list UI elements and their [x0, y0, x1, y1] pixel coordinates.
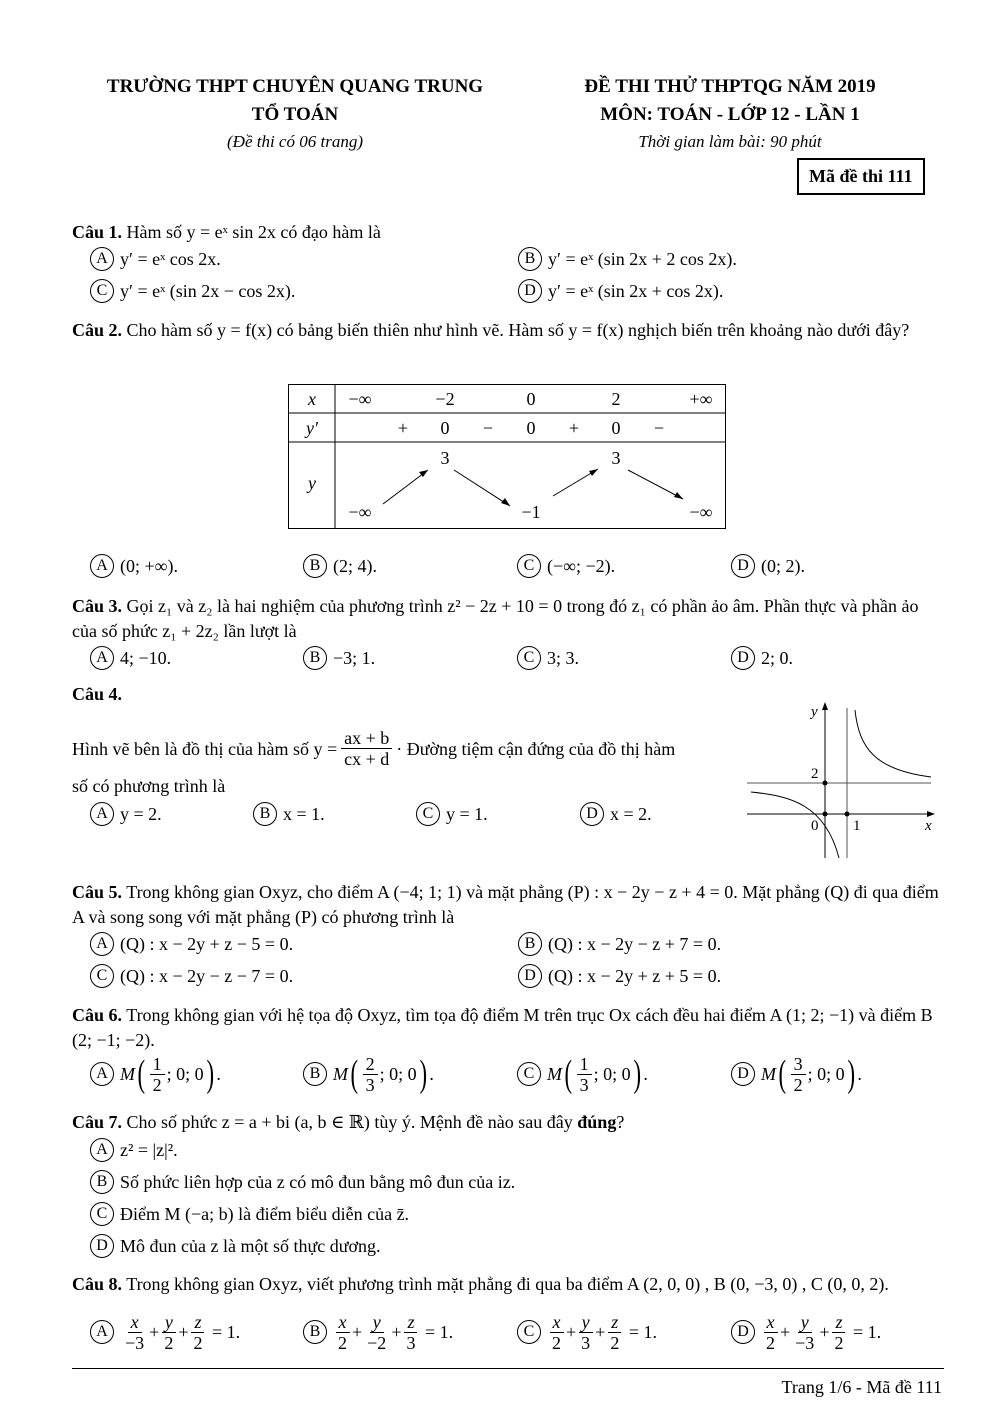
- graph-y-label: y: [811, 704, 818, 720]
- q6-option-d[interactable]: D M ( $\frac{3}{2}$ ; 0; 0 ) .: [731, 1052, 862, 1096]
- question-label: Câu 6.: [72, 1005, 123, 1025]
- vt-sign-6: −: [653, 418, 665, 438]
- fraction: $\frac{2}{3}$: [363, 1054, 378, 1095]
- page-footer: Trang 1/6 - Mã đề 111: [781, 1377, 942, 1397]
- question-text: Cho số phức z = a + bi (a, b ∈ ℝ) tùy ý. Mệnh đề nào sau đây: [126, 1112, 578, 1132]
- vt-yp-label: y′: [306, 418, 318, 438]
- option-letter: A: [90, 247, 114, 271]
- fraction: $\frac{1}{2}$: [150, 1054, 165, 1095]
- vt-x-label: x: [308, 389, 316, 409]
- option-letter: B: [303, 1062, 327, 1086]
- vt-y-bot-1: −1: [521, 502, 541, 522]
- question-6: [72, 1003, 944, 1053]
- q1-option-d[interactable]: [518, 278, 723, 304]
- option-text: Mô đun của z là một số thực dương.: [120, 1236, 381, 1256]
- question-label: Câu 2.: [72, 320, 123, 340]
- option-text: (Q) : x − 2y + z − 5 = 0.: [120, 934, 294, 954]
- question-label: Câu 1.: [72, 222, 123, 242]
- variation-table: [288, 384, 728, 530]
- point-name: M: [120, 1064, 135, 1084]
- graph-branch-left: [751, 792, 839, 858]
- footer-divider: [72, 1368, 944, 1369]
- option-text: y′ = eˣ cos 2x.: [120, 249, 221, 269]
- option-letter: A: [90, 1062, 114, 1086]
- question-text: · Đường tiệm cận đứng của đồ thị hàm: [396, 738, 676, 759]
- q1-option-b[interactable]: [518, 246, 737, 272]
- vt-sign-1: 0: [440, 418, 450, 438]
- option-text: (Q) : x − 2y + z + 5 = 0.: [548, 966, 722, 986]
- fraction-num: ax + b: [341, 728, 392, 749]
- option-letter: C: [517, 1062, 541, 1086]
- option-letter: B: [518, 247, 542, 271]
- q3-option-a[interactable]: [90, 645, 171, 671]
- question-label: Câu 5.: [72, 882, 123, 902]
- option-text: x = 2.: [610, 804, 652, 824]
- question-label: Câu 4.: [72, 684, 123, 704]
- vt-sign-3: 0: [526, 418, 536, 438]
- point-name: M: [333, 1064, 348, 1084]
- q4-option-a[interactable]: [90, 801, 162, 827]
- option-letter: C: [517, 554, 541, 578]
- question-emphasis: đúng: [577, 1112, 617, 1132]
- vt-x-0: −∞: [348, 389, 372, 409]
- question-label: Câu 8.: [72, 1274, 123, 1294]
- graph-branch-right: [855, 710, 931, 777]
- option-letter: D: [518, 964, 542, 988]
- q5-option-b[interactable]: [518, 931, 721, 957]
- point-name: M: [547, 1064, 562, 1084]
- pages-note: (Đề thi có 06 trang): [227, 132, 363, 151]
- q2-option-a[interactable]: [90, 553, 178, 579]
- option-text: −3; 1.: [333, 648, 376, 668]
- q4-option-d[interactable]: [580, 801, 652, 827]
- option-letter: B: [303, 1320, 327, 1344]
- question-label: Câu 7.: [72, 1112, 123, 1132]
- question-4: [72, 682, 272, 707]
- option-letter: A: [90, 802, 114, 826]
- graph-tick-y: 2: [811, 766, 819, 782]
- q4-option-c[interactable]: [416, 801, 488, 827]
- q2-option-b[interactable]: [303, 553, 377, 579]
- function-fraction: [341, 728, 392, 769]
- option-letter: B: [90, 1170, 114, 1194]
- vt-sign-0: +: [397, 418, 409, 438]
- fraction-den: cx + d: [344, 749, 390, 769]
- vt-y-top-0: 3: [440, 448, 450, 468]
- q6-option-c[interactable]: C M ( $\frac{1}{3}$ ; 0; 0 ) .: [517, 1052, 648, 1096]
- arrow-down-2: [628, 470, 683, 499]
- q8-option-b[interactable]: B $\frac{x}{2}$ + $\frac{y}{-2}$ + $\frac{z}{3}$ = 1.: [303, 1310, 453, 1354]
- q3-option-c[interactable]: [517, 645, 579, 671]
- q2-option-d[interactable]: [731, 553, 805, 579]
- option-letter: D: [731, 646, 755, 670]
- option-letter: A: [90, 554, 114, 578]
- q1-option-c[interactable]: [90, 278, 295, 304]
- q4-option-b[interactable]: [253, 801, 325, 827]
- q6-option-a[interactable]: A M ( $\frac{1}{2}$ ; 0; 0 ) .: [90, 1052, 221, 1096]
- vt-y-bot-0: −∞: [348, 502, 372, 522]
- option-letter: B: [303, 646, 327, 670]
- option-letter: B: [518, 932, 542, 956]
- school-name: TRƯỜNG THPT CHUYÊN QUANG TRUNG: [106, 76, 484, 97]
- q3-option-b[interactable]: [303, 645, 375, 671]
- q8-option-d[interactable]: D $\frac{x}{2}$ + $\frac{y}{-3}$ + $\frac{z}{2}$ = 1.: [731, 1310, 881, 1354]
- question-text: Hình vẽ bên là đồ thị của hàm số y =: [72, 738, 338, 759]
- q5-option-a[interactable]: [90, 931, 293, 957]
- vt-sign-5: 0: [611, 418, 621, 438]
- graph-origin-label: 0: [811, 818, 819, 834]
- function-graph: [745, 700, 945, 865]
- question-3: [72, 594, 944, 644]
- question-2: [72, 318, 944, 343]
- question-text: Trong không gian với hệ tọa độ Oxyz, tìm tọa độ điểm M trên trục Ox cách đều hai điểm A (1; 2; −1) và điểm B (2; −1; −2).: [72, 1005, 933, 1050]
- fraction: $\frac{3}{2}$: [791, 1054, 806, 1095]
- vt-y-label: y: [308, 473, 316, 493]
- vt-x-2: 0: [526, 389, 536, 409]
- exam-code-box: Mã đề thi 111: [797, 158, 925, 195]
- q6-option-b[interactable]: B M ( $\frac{2}{3}$ ; 0; 0 ) .: [303, 1052, 434, 1096]
- arrow-down-1: [454, 470, 510, 506]
- question-7: [72, 1110, 944, 1135]
- option-letter: D: [518, 279, 542, 303]
- vt-y-bot-2: −∞: [689, 502, 713, 522]
- vt-x-3: 2: [611, 389, 621, 409]
- exam-subject: MÔN: TOÁN - LỚP 12 - LẦN 1: [600, 104, 860, 125]
- vt-y-top-1: 3: [611, 448, 621, 468]
- q7-option-b[interactable]: [90, 1169, 515, 1195]
- q5-option-c[interactable]: [90, 963, 293, 989]
- option-letter: C: [90, 1202, 114, 1226]
- option-text: y = 2.: [120, 804, 162, 824]
- option-text: Số phức liên hợp của z có mô đun bằng mô đun của iz.: [120, 1172, 516, 1192]
- option-letter: D: [90, 1234, 114, 1258]
- option-text: (0; 2).: [761, 556, 805, 576]
- option-letter: B: [253, 802, 277, 826]
- question-text: Hàm số y = eˣ sin 2x có đạo hàm là: [126, 222, 381, 242]
- graph-tick-x: 1: [853, 818, 861, 834]
- question-text-end: ?: [616, 1112, 625, 1132]
- option-letter: D: [580, 802, 604, 826]
- q7-option-d[interactable]: [90, 1233, 381, 1259]
- option-text: (0; +∞).: [120, 556, 178, 576]
- vt-sign-4: +: [568, 418, 580, 438]
- option-letter: B: [303, 554, 327, 578]
- option-letter: C: [517, 1320, 541, 1344]
- option-letter: C: [517, 646, 541, 670]
- exam-title: ĐỀ THI THỬ THPTQG NĂM 2019: [584, 76, 876, 97]
- option-letter: C: [90, 964, 114, 988]
- option-text: y = 1.: [446, 804, 488, 824]
- option-text: z² = |z|².: [120, 1140, 178, 1160]
- option-letter: A: [90, 1320, 114, 1344]
- option-text: y′ = eˣ (sin 2x − cos 2x).: [120, 281, 296, 301]
- arrow-up-1: [383, 470, 428, 504]
- question-label: Câu 3.: [72, 596, 123, 616]
- option-text: (Q) : x − 2y − z − 7 = 0.: [120, 966, 294, 986]
- q1-option-a[interactable]: [90, 246, 221, 272]
- option-text: y′ = eˣ (sin 2x + 2 cos 2x).: [548, 249, 737, 269]
- option-letter: D: [731, 1320, 755, 1344]
- option-text: (Q) : x − 2y − z + 7 = 0.: [548, 934, 722, 954]
- option-text: Điểm M (−a; b) là điểm biểu diễn của z̄.: [120, 1204, 410, 1224]
- q8-option-a[interactable]: A $\frac{x}{-3}$ + $\frac{y}{2}$ + $\frac{z}{2}$ = 1.: [90, 1310, 240, 1354]
- option-letter: D: [731, 1062, 755, 1086]
- q7-option-a[interactable]: [90, 1137, 178, 1163]
- option-letter: A: [90, 932, 114, 956]
- question-text: Trong không gian Oxyz, cho điểm A (−4; 1; 1) và mặt phẳng (P) : x − 2y − z + 4 = 0. Mặt phẳng (Q) đi qua điểm A và song song với mặt phẳng (P) có phương trình là: [72, 882, 939, 927]
- question-4-text-2: số có phương trình là: [72, 776, 226, 796]
- q8-option-c[interactable]: C $\frac{x}{2}$ + $\frac{y}{3}$ + $\frac{z}{2}$ = 1.: [517, 1310, 657, 1354]
- q5-option-d[interactable]: [518, 963, 721, 989]
- question-text: Trong không gian Oxyz, viết phương trình mặt phẳng đi qua ba điểm A (2, 0, 0) , B (0, −3, 0) , C (0, 0, 2).: [126, 1274, 889, 1294]
- option-text: y′ = eˣ (sin 2x + cos 2x).: [548, 281, 724, 301]
- question-text: Cho hàm số y = f(x) có bảng biến thiên như hình vẽ. Hàm số y = f(x) nghịch biến trên khoảng nào dưới đây?: [126, 320, 910, 340]
- q3-option-d[interactable]: [731, 645, 793, 671]
- question-1: [72, 220, 944, 245]
- question-text: Gọi z₁ và z₂ là hai nghiệm của phương trình z² − 2z + 10 = 0 trong đó z₁ có phần ảo âm. Phần thực và phần ảo của số phức z₁ + 2z₂ lần lượt là: [72, 596, 919, 641]
- department: TỔ TOÁN: [251, 104, 339, 125]
- option-letter: A: [90, 1138, 114, 1162]
- question-4-text: [72, 728, 675, 769]
- exam-time: Thời gian làm bài: 90 phút: [638, 132, 822, 151]
- q7-option-c[interactable]: [90, 1201, 409, 1227]
- option-text: 4; −10.: [120, 648, 172, 668]
- vt-x-1: −2: [435, 389, 455, 409]
- option-letter: C: [90, 279, 114, 303]
- option-letter: A: [90, 646, 114, 670]
- option-text: (−∞; −2).: [547, 556, 616, 576]
- question-8: [72, 1272, 944, 1297]
- option-text: x = 1.: [283, 804, 325, 824]
- question-5: [72, 880, 944, 930]
- option-text: (2; 4).: [333, 556, 377, 576]
- point-name: M: [761, 1064, 776, 1084]
- option-letter: D: [731, 554, 755, 578]
- option-text: 2; 0.: [761, 648, 794, 668]
- option-text: 3; 3.: [547, 648, 580, 668]
- q2-option-c[interactable]: [517, 553, 615, 579]
- vt-x-4: +∞: [689, 389, 713, 409]
- option-letter: C: [416, 802, 440, 826]
- graph-x-label: x: [925, 818, 932, 834]
- fraction: $\frac{1}{3}$: [577, 1054, 592, 1095]
- vt-sign-2: −: [482, 418, 494, 438]
